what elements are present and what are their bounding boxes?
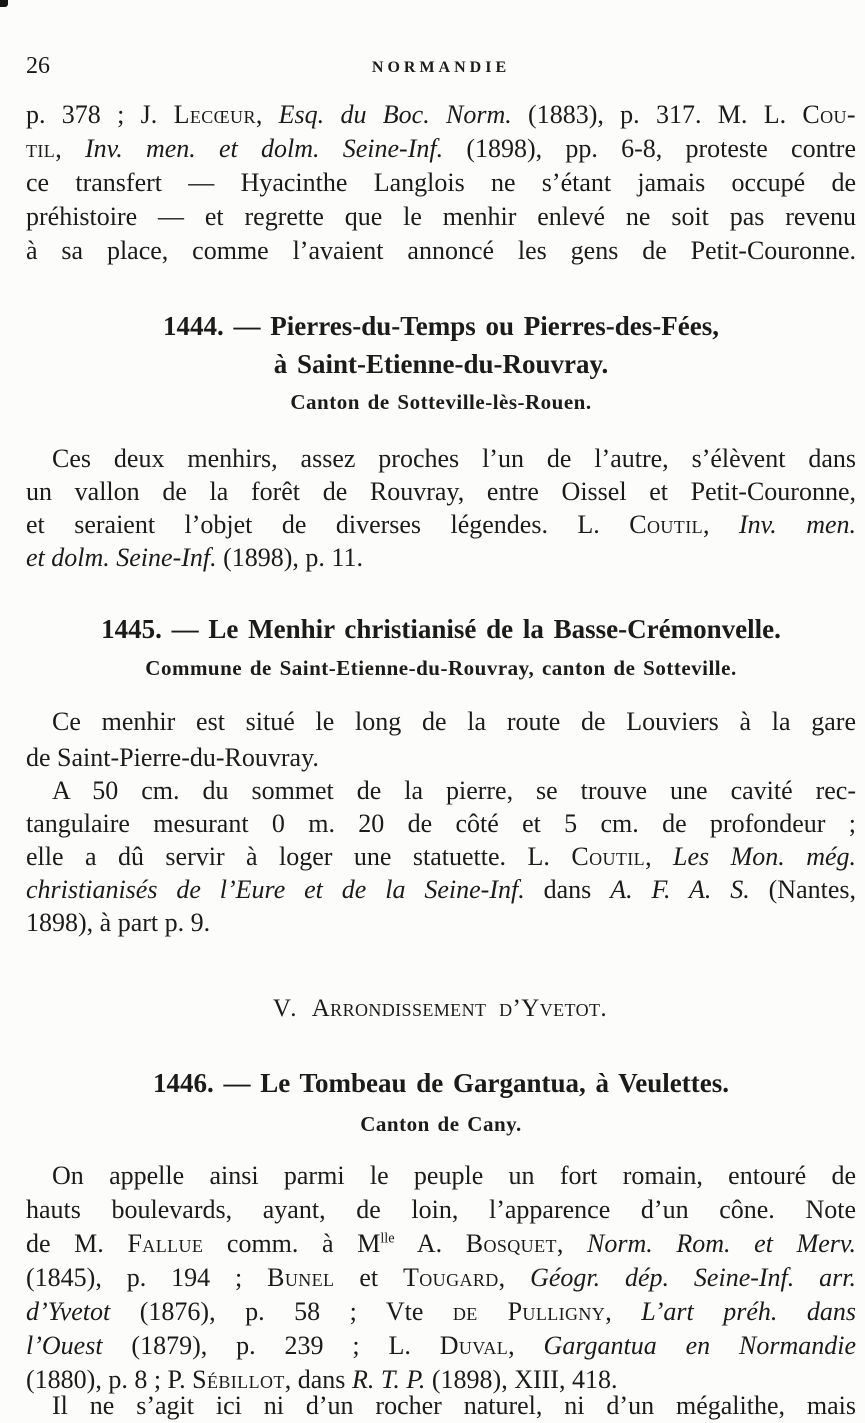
- text-segment: Il ne s’agit ici ni d’un rocher naturel, ni d’un mégalithe, mais: [52, 1391, 856, 1420]
- text-segment: tangulaire mesurant 0 m. 20 de côté et 5 cm. de profondeur ;: [26, 809, 856, 838]
- text-line: [26, 234, 856, 268]
- text-segment: (1845), p. 194 ;: [26, 1263, 268, 1292]
- smallcaps-name: d’Yvetot: [499, 995, 601, 1022]
- citation-italic: Gargantua en Normandie: [543, 1331, 856, 1360]
- text-line: [26, 994, 856, 1024]
- entry-1444-title: [26, 307, 856, 383]
- text-segment: On appelle ainsi parmi le peuple un fort romain, entouré de: [52, 1161, 856, 1190]
- text-segment: à sa place, comme l’avaient annoncé les gens de Petit-Couronne.: [26, 236, 856, 265]
- smallcaps-name: de Pulligny: [452, 1297, 606, 1326]
- text-segment: ,: [556, 1229, 588, 1258]
- text-line: [26, 1064, 856, 1102]
- text-segment: de M.: [26, 1229, 128, 1258]
- text-line: [26, 442, 856, 475]
- citation-italic: A. F. A. S.: [610, 875, 750, 904]
- page-number: 26: [26, 53, 50, 79]
- entry-1444-body: [26, 442, 856, 574]
- text-line: [26, 740, 856, 776]
- text-segment: , dans: [284, 1365, 352, 1394]
- entry-1446-body-paragraph-2: [26, 1389, 856, 1423]
- citation-italic: Inv. men.: [738, 510, 857, 539]
- text-segment: ,: [498, 1263, 531, 1292]
- section-heading-arrondissement-yvetot: [26, 994, 856, 1024]
- text-line: [26, 132, 856, 166]
- text-segment: .: [600, 995, 610, 1022]
- citation-italic: Les Mon. még.: [673, 842, 857, 871]
- text-segment: ,: [645, 842, 674, 871]
- citation-italic: Inv. men. et dolm. Seine-Inf.: [84, 134, 444, 163]
- text-segment: (1883), p. 317. M. L.: [511, 100, 803, 129]
- text-segment: préhistoire — et regrette que le menhir enlevé ne soit pas revenu: [26, 202, 856, 231]
- text-segment: ,: [703, 510, 739, 539]
- citation-italic: Esq. du Boc. Norm.: [278, 100, 512, 129]
- entry-1445-body-paragraph-2: [26, 774, 856, 939]
- text-segment: 1446. — Le Tombeau de Gargantua, à Veulettes.: [152, 1068, 730, 1098]
- text-segment: Ces deux menhirs, assez proches l’un de l’autre, s’élèvent dans: [52, 444, 856, 473]
- entry-1444-canton: Canton de Sotteville-lès-Rouen.: [290, 390, 592, 414]
- text-line: [26, 807, 856, 840]
- text-segment: ,: [605, 1297, 642, 1326]
- text-segment: ,: [255, 100, 279, 129]
- entry-1446-title: [26, 1064, 856, 1102]
- smallcaps-name: Duval: [439, 1331, 509, 1360]
- text-line: [26, 1295, 856, 1329]
- text-line: [26, 1159, 856, 1193]
- text-segment: de Saint-Pierre-du-Rouvray.: [26, 743, 319, 772]
- citation-italic: et dolm. Seine-Inf.: [26, 543, 217, 572]
- text-line: [26, 610, 856, 648]
- smallcaps-name: Bosquet: [465, 1229, 557, 1258]
- entry-1445-title: [26, 610, 856, 648]
- entry-1445-commune: Commune de Saint-Etienne-du-Rouvray, canton de Sotteville.: [145, 656, 737, 680]
- citation-italic: L’art préh. dans: [641, 1297, 856, 1326]
- text-segment: hauts boulevards, ayant, de loin, l’apparence d’un cône. Note: [26, 1195, 856, 1224]
- entry-1446-body: [26, 1159, 856, 1397]
- text-segment: (1880), p. 8 ; P.: [26, 1365, 193, 1394]
- text-segment: (1898), XIII, 418.: [425, 1365, 618, 1394]
- text-segment: 1444. — Pierres-du-Temps ou Pierres-des-Fées,: [163, 311, 719, 341]
- smallcaps-name: Coutil: [629, 510, 703, 539]
- smallcaps-name: Fallue: [127, 1229, 204, 1258]
- citation-italic: Géogr. dép. Seine-Inf. arr.: [530, 1263, 857, 1292]
- text-segment: un vallon de la forêt de Rouvray, entre Oissel et Petit-Couronne,: [26, 477, 856, 506]
- text-line: [26, 774, 856, 807]
- running-head: NORMANDIE: [371, 59, 511, 76]
- text-line: [26, 1389, 856, 1423]
- text-line: [26, 1227, 856, 1261]
- text-line: [26, 345, 856, 383]
- text-segment: (1898), p. 11.: [216, 543, 363, 572]
- entry-1446-canton: Canton de Cany.: [360, 1112, 522, 1136]
- text-segment: p. 378 ; J.: [26, 100, 174, 129]
- text-segment: ,: [508, 1331, 544, 1360]
- citation-italic: christianisés de l’Eure et de la Seine-Inf.: [26, 875, 525, 904]
- text-line: [26, 1193, 856, 1227]
- entry-1445-body-paragraph-1: [26, 704, 856, 776]
- text-segment: 1898), à part p. 9.: [26, 908, 211, 937]
- text-segment: Ce menhir est situé le long de la route de Louviers à la gare: [52, 707, 856, 736]
- smallcaps-name: Lecœur: [173, 100, 256, 129]
- smallcaps-name: Sébillot: [192, 1365, 285, 1394]
- text-line: [26, 906, 856, 939]
- text-segment: (1879), p. 239 ; L.: [102, 1331, 440, 1360]
- text-segment: à Saint-Etienne-du-Rouvray.: [273, 349, 609, 379]
- smallcaps-name: til: [26, 134, 56, 163]
- text-line: [26, 704, 856, 740]
- text-segment: et: [334, 1263, 403, 1292]
- text-segment: lle: [380, 1230, 395, 1247]
- text-segment: (Nantes,: [749, 875, 856, 904]
- text-segment: ,: [55, 134, 85, 163]
- text-segment: (1898), pp. 6-8, proteste contre: [443, 134, 856, 163]
- text-segment: comm. à M: [203, 1229, 381, 1258]
- smallcaps-name: Arrondissement: [311, 995, 487, 1022]
- text-segment: elle a dû servir à loger une statuette. L.: [26, 842, 572, 871]
- text-line: [26, 166, 856, 200]
- text-segment: dans: [524, 875, 611, 904]
- citation-italic: Norm. Rom. et Merv.: [587, 1229, 856, 1258]
- smallcaps-name: Bunel: [267, 1263, 335, 1292]
- text-segment: V.: [272, 995, 312, 1022]
- text-line: [26, 508, 856, 541]
- text-segment: 1445. — Le Menhir christianisé de la Basse-Crémonvelle.: [101, 614, 781, 644]
- text-segment: A.: [394, 1229, 466, 1258]
- text-line: [26, 475, 856, 508]
- smallcaps-name: Tougard: [402, 1263, 499, 1292]
- text-line: [26, 307, 856, 345]
- citation-italic: l’Ouest: [26, 1331, 103, 1360]
- text-line: [26, 840, 856, 873]
- paragraph-entry-1443-continuation: [26, 98, 856, 268]
- text-segment: (1876), p. 58 ; Vte: [110, 1297, 453, 1326]
- smallcaps-name: Cou-: [802, 100, 856, 129]
- text-line: [26, 1329, 856, 1363]
- text-segment: A 50 cm. du sommet de la pierre, se trouve une cavité rec-: [52, 776, 856, 805]
- citation-italic: d’Yvetot: [26, 1297, 111, 1326]
- text-line: [26, 541, 856, 574]
- text-line: [26, 200, 856, 234]
- text-line: [26, 1261, 856, 1295]
- text-segment: ce transfert — Hyacinthe Langlois ne s’étant jamais occupé de: [26, 168, 856, 197]
- citation-italic: R. T. P.: [351, 1365, 426, 1394]
- text-line: [26, 98, 856, 132]
- smallcaps-name: Coutil: [571, 842, 646, 871]
- text-line: [26, 873, 856, 906]
- scan-artifact-speck: [0, 0, 8, 7]
- text-segment: [486, 995, 499, 1022]
- text-segment: et seraient l’objet de diverses légendes. L.: [26, 510, 630, 539]
